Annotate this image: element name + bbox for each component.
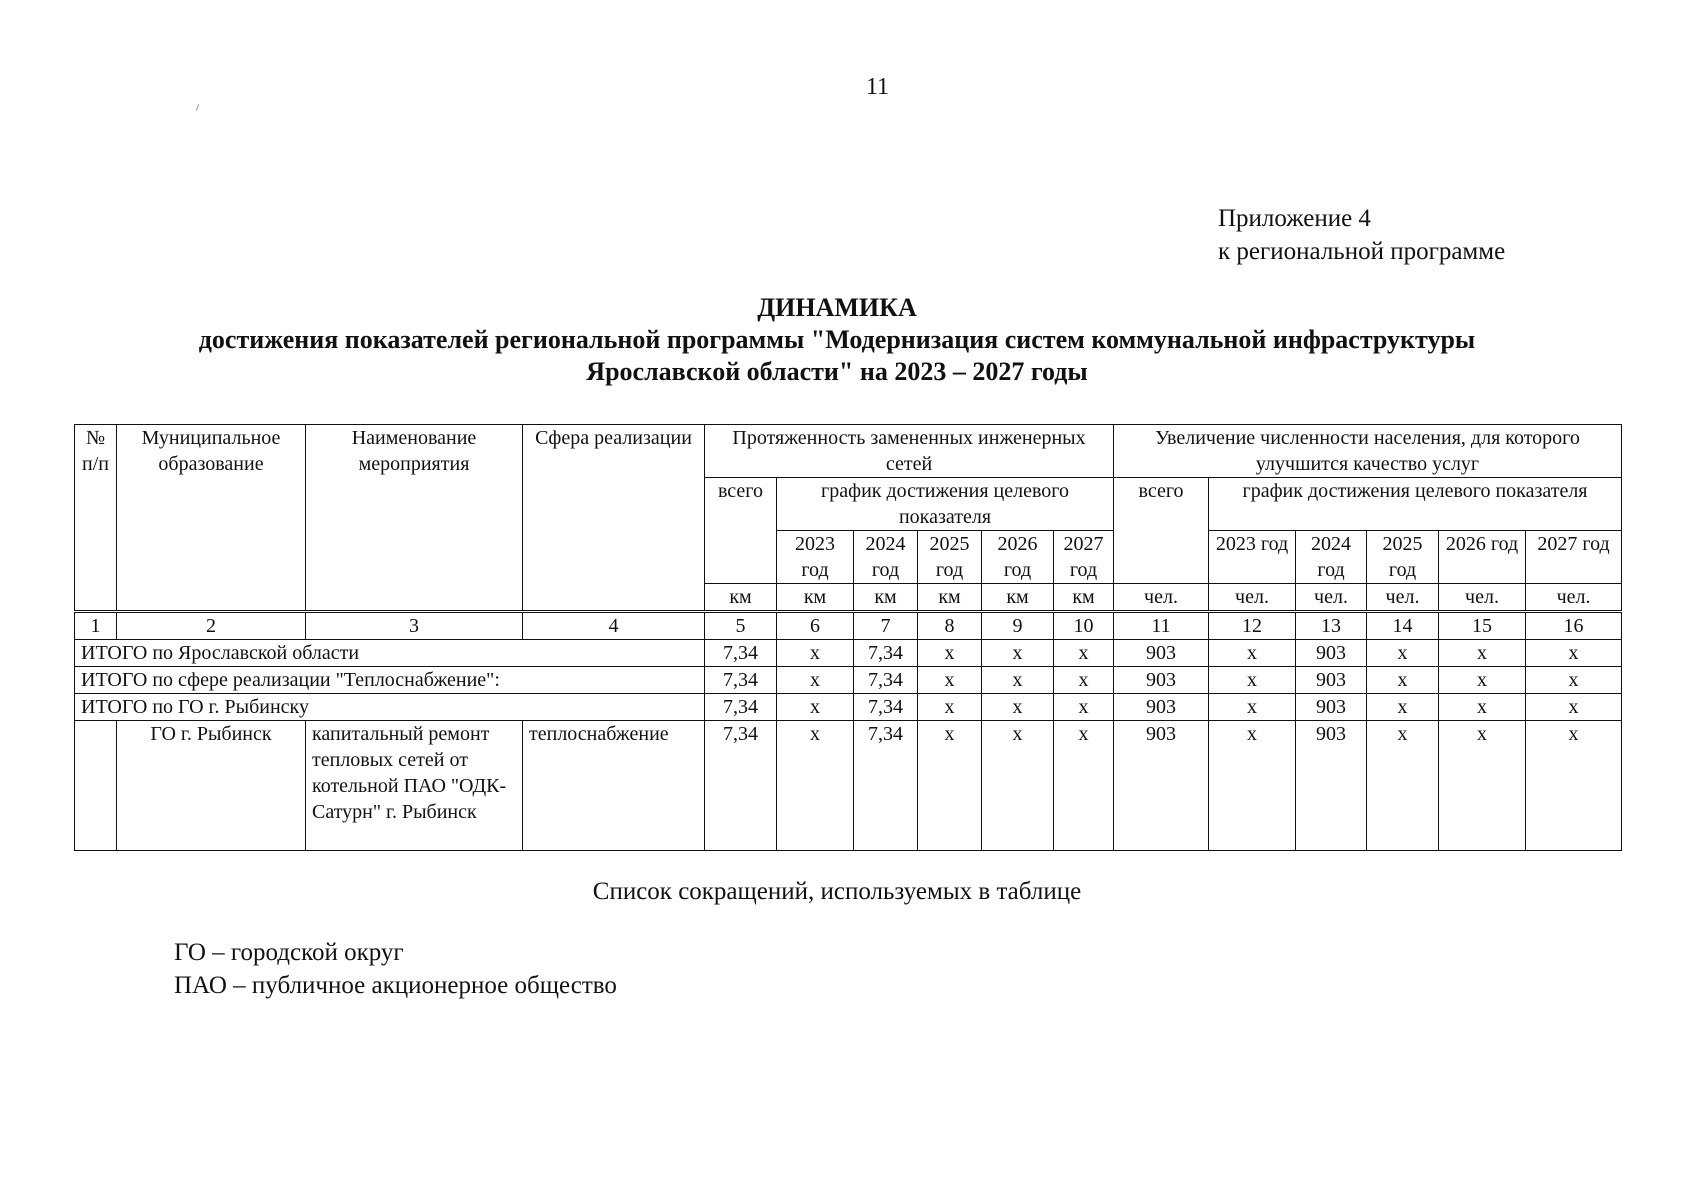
header-year: 2026 год: [982, 531, 1054, 584]
summary-row-city: [75, 694, 1622, 721]
table-cell: x: [982, 694, 1054, 721]
table-cell: x: [1526, 640, 1622, 667]
column-number: 13: [1296, 612, 1367, 640]
header-year: 2025 год: [918, 531, 982, 584]
column-number: 4: [523, 612, 705, 640]
table-cell: 7,34: [854, 694, 918, 721]
column-number: 9: [982, 612, 1054, 640]
unit-km: км: [918, 584, 982, 612]
table-cell: x: [1209, 721, 1296, 851]
table-cell: x: [982, 640, 1054, 667]
table-cell: x: [1054, 640, 1114, 667]
table-cell: x: [1526, 721, 1622, 851]
header-networks-total: всего: [705, 478, 777, 584]
table-cell: x: [1439, 694, 1526, 721]
column-number: 11: [1114, 612, 1209, 640]
table-cell: x: [1209, 667, 1296, 694]
table-cell: x: [1054, 694, 1114, 721]
abbreviation-item: ГО – городской округ: [174, 939, 404, 966]
table-cell: 903: [1114, 667, 1209, 694]
column-number: 14: [1367, 612, 1439, 640]
table-cell: 7,34: [854, 667, 918, 694]
header-population-total: всего: [1114, 478, 1209, 584]
appendix-note: [1218, 202, 1505, 268]
table-cell: 7,34: [854, 640, 918, 667]
header-year: 2023 год: [1209, 531, 1296, 584]
column-number: 3: [306, 612, 523, 640]
table-cell: 903: [1114, 640, 1209, 667]
unit-km: км: [777, 584, 854, 612]
column-number: 2: [117, 612, 306, 640]
table-cell: 903: [1296, 721, 1367, 851]
table-cell: x: [1209, 694, 1296, 721]
table-cell: x: [1439, 667, 1526, 694]
table-cell: x: [777, 694, 854, 721]
table-cell: 903: [1296, 667, 1367, 694]
detail-event: капитальный ремонт тепловых сетей от котельной ПАО "ОДК-Сатурн" г. Рыбинск: [306, 721, 523, 851]
column-number: 10: [1054, 612, 1114, 640]
indicators-table: [74, 424, 1622, 851]
unit-km: км: [982, 584, 1054, 612]
table-cell: x: [1439, 721, 1526, 851]
header-sphere: Сфера реализации: [523, 425, 705, 612]
unit-people: чел.: [1209, 584, 1296, 612]
unit-people: чел.: [1439, 584, 1526, 612]
header-year: 2024 год: [854, 531, 918, 584]
table-cell: x: [1367, 667, 1439, 694]
appendix-line-1: Приложение 4: [1218, 205, 1371, 232]
summary-row-region: [75, 640, 1622, 667]
table-cell: x: [1367, 721, 1439, 851]
table-cell: x: [982, 721, 1054, 851]
header-event: Наименование мероприятия: [306, 425, 523, 612]
unit-people: чел.: [1114, 584, 1209, 612]
table-cell: 903: [1114, 721, 1209, 851]
table-cell: x: [1367, 694, 1439, 721]
table-cell: 7,34: [854, 721, 918, 851]
table-cell: x: [777, 721, 854, 851]
unit-people: чел.: [1367, 584, 1439, 612]
title-line-2: достижения показателей региональной программы "Модернизация систем коммунальной инфраструктуры: [198, 325, 1476, 354]
column-number: 12: [1209, 612, 1296, 640]
summary-label: ИТОГО по Ярославской области: [75, 640, 705, 667]
title-line-3: Ярославской области" на 2023 – 2027 годы: [586, 357, 1088, 386]
header-year: 2023 год: [777, 531, 854, 584]
table-cell: 7,34: [705, 694, 777, 721]
table-cell: x: [918, 721, 982, 851]
table-cell: x: [1526, 667, 1622, 694]
table-cell: x: [1209, 640, 1296, 667]
table-cell: x: [1054, 667, 1114, 694]
header-year: 2025 год: [1367, 531, 1439, 584]
column-number: 7: [854, 612, 918, 640]
table-cell: 903: [1114, 694, 1209, 721]
table-cell: x: [1439, 640, 1526, 667]
table-cell: x: [1526, 694, 1622, 721]
table-cell: 903: [1296, 694, 1367, 721]
header-population-schedule: график достижения целевого показателя: [1209, 478, 1622, 531]
header-year: 2026 год: [1439, 531, 1526, 584]
table-cell: x: [1054, 721, 1114, 851]
table-cell: x: [777, 667, 854, 694]
summary-row-sphere: [75, 667, 1622, 694]
detail-num: [75, 721, 117, 851]
appendix-line-2: к региональной программе: [1218, 238, 1506, 265]
unit-km: км: [854, 584, 918, 612]
column-number: 8: [918, 612, 982, 640]
table-cell: 903: [1296, 640, 1367, 667]
header-year: 2027 год: [1054, 531, 1114, 584]
detail-sphere: теплоснабжение: [523, 721, 705, 851]
unit-people: чел.: [1296, 584, 1367, 612]
summary-label: ИТОГО по ГО г. Рыбинску: [75, 694, 705, 721]
table-cell: x: [982, 667, 1054, 694]
detail-row: [75, 721, 1622, 851]
table-cell: x: [918, 667, 982, 694]
header-num: № п/п: [75, 425, 117, 612]
table-cell: 7,34: [705, 721, 777, 851]
column-number: 5: [705, 612, 777, 640]
column-number: 1: [75, 612, 117, 640]
unit-km: км: [705, 584, 777, 612]
header-population: Увеличение численности населения, для которого улучшится качество услуг: [1114, 425, 1622, 478]
unit-km: км: [1054, 584, 1114, 612]
column-number: 15: [1439, 612, 1526, 640]
unit-people: чел.: [1526, 584, 1622, 612]
column-number: 6: [777, 612, 854, 640]
header-year: 2027 год: [1526, 531, 1622, 584]
table-cell: x: [918, 694, 982, 721]
header-municipality: Муниципальное образование: [117, 425, 306, 612]
abbreviations-list: [174, 936, 617, 1002]
scan-mark: [196, 104, 199, 111]
page-number: 11: [865, 74, 890, 100]
table-cell: 7,34: [705, 667, 777, 694]
header-year: 2024 год: [1296, 531, 1367, 584]
header-networks-schedule: график достижения целевого показателя: [777, 478, 1114, 531]
document-title: [0, 292, 1674, 388]
table-cell: 7,34: [705, 640, 777, 667]
column-number: 16: [1526, 612, 1622, 640]
header-networks: Протяженность замененных инженерных сетей: [705, 425, 1114, 478]
table-cell: x: [777, 640, 854, 667]
detail-municipality: ГО г. Рыбинск: [117, 721, 306, 851]
abbreviations-title: Список сокращений, используемых в таблице: [592, 878, 1082, 905]
summary-label: ИТОГО по сфере реализации "Теплоснабжение":: [75, 667, 705, 694]
title-line-1: ДИНАМИКА: [757, 293, 917, 322]
table-cell: x: [918, 640, 982, 667]
table-cell: x: [1367, 640, 1439, 667]
abbreviation-item: ПАО – публичное акционерное общество: [174, 972, 617, 999]
